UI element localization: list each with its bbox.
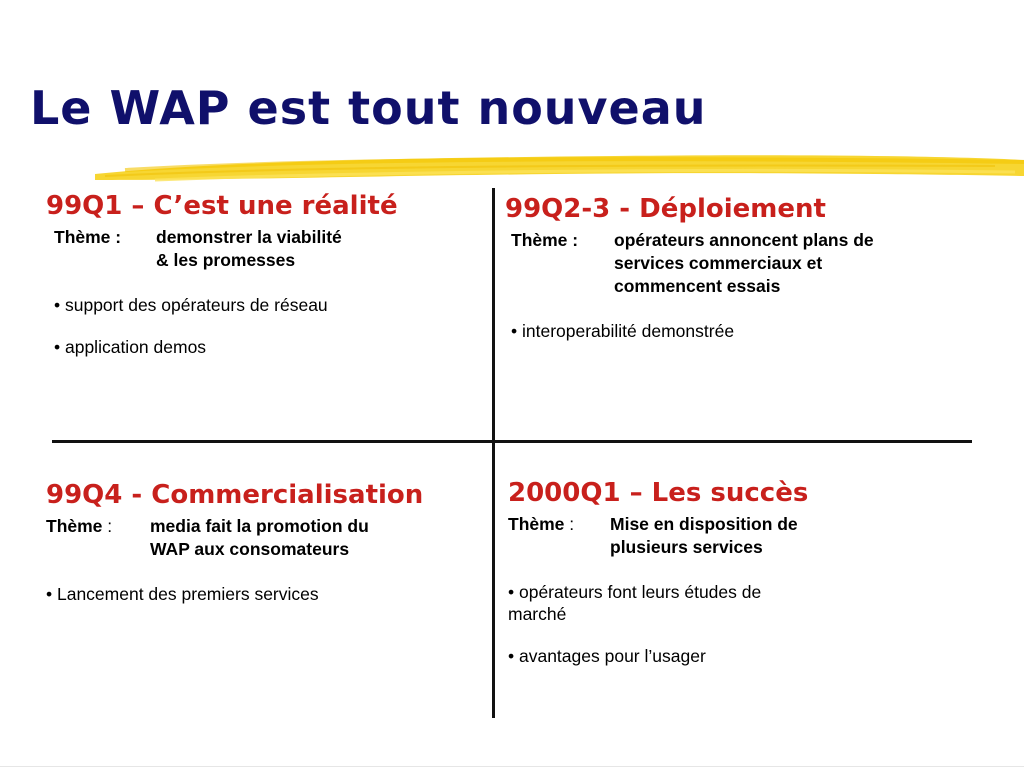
theme-label: Thème : — [511, 230, 579, 250]
quadrant-2000q1 — [508, 477, 808, 667]
quadrant-heading: 99Q1 – C’est une réalité — [46, 191, 398, 221]
bullet-item: • Lancement des premiers services — [46, 584, 319, 604]
slide-title: Le WAP est tout nouveau — [30, 81, 707, 135]
theme-label: Thème — [508, 514, 565, 534]
theme-label-group — [46, 515, 150, 561]
bullet-item: • application demos — [54, 337, 207, 357]
bullet-item: • opérateurs font leurs études de marché — [508, 582, 762, 624]
bottom-rule — [0, 766, 1024, 767]
theme-label: Thème — [46, 516, 103, 536]
theme-text: media fait la promotion du WAP aux consomateurs — [150, 516, 369, 559]
theme-text: opérateurs annoncent plans de services commerciaux et commencent essais — [614, 230, 874, 296]
theme-separator: : — [107, 516, 113, 536]
quadrant-heading: 99Q2-3 - Déploiement — [505, 194, 826, 224]
theme-row — [54, 226, 398, 272]
theme-label: Thème : — [54, 227, 122, 247]
quadrant-heading: 99Q4 - Commercialisation — [46, 480, 424, 510]
theme-separator: : — [569, 514, 575, 534]
theme-text: Mise en disposition de plusieurs services — [610, 514, 798, 557]
bullet-item: • avantages pour l’usager — [508, 646, 706, 666]
vertical-divider — [492, 188, 495, 718]
theme-row — [511, 229, 874, 298]
theme-text: demonstrer la viabilité & les promesses — [156, 227, 342, 270]
horizontal-divider — [52, 440, 972, 443]
theme-row — [46, 515, 423, 561]
quadrant-heading: 2000Q1 – Les succès — [508, 478, 809, 508]
bullet-item: • interoperabilité demonstrée — [511, 321, 735, 341]
theme-label-group — [508, 513, 610, 559]
quadrant-99q2-3 — [505, 193, 874, 342]
theme-row — [508, 513, 808, 559]
highlighter-stroke — [95, 150, 1024, 192]
bullet-item: • support des opérateurs de réseau — [54, 295, 328, 315]
quadrant-99q4 — [46, 479, 423, 605]
quadrant-99q1 — [46, 190, 398, 358]
